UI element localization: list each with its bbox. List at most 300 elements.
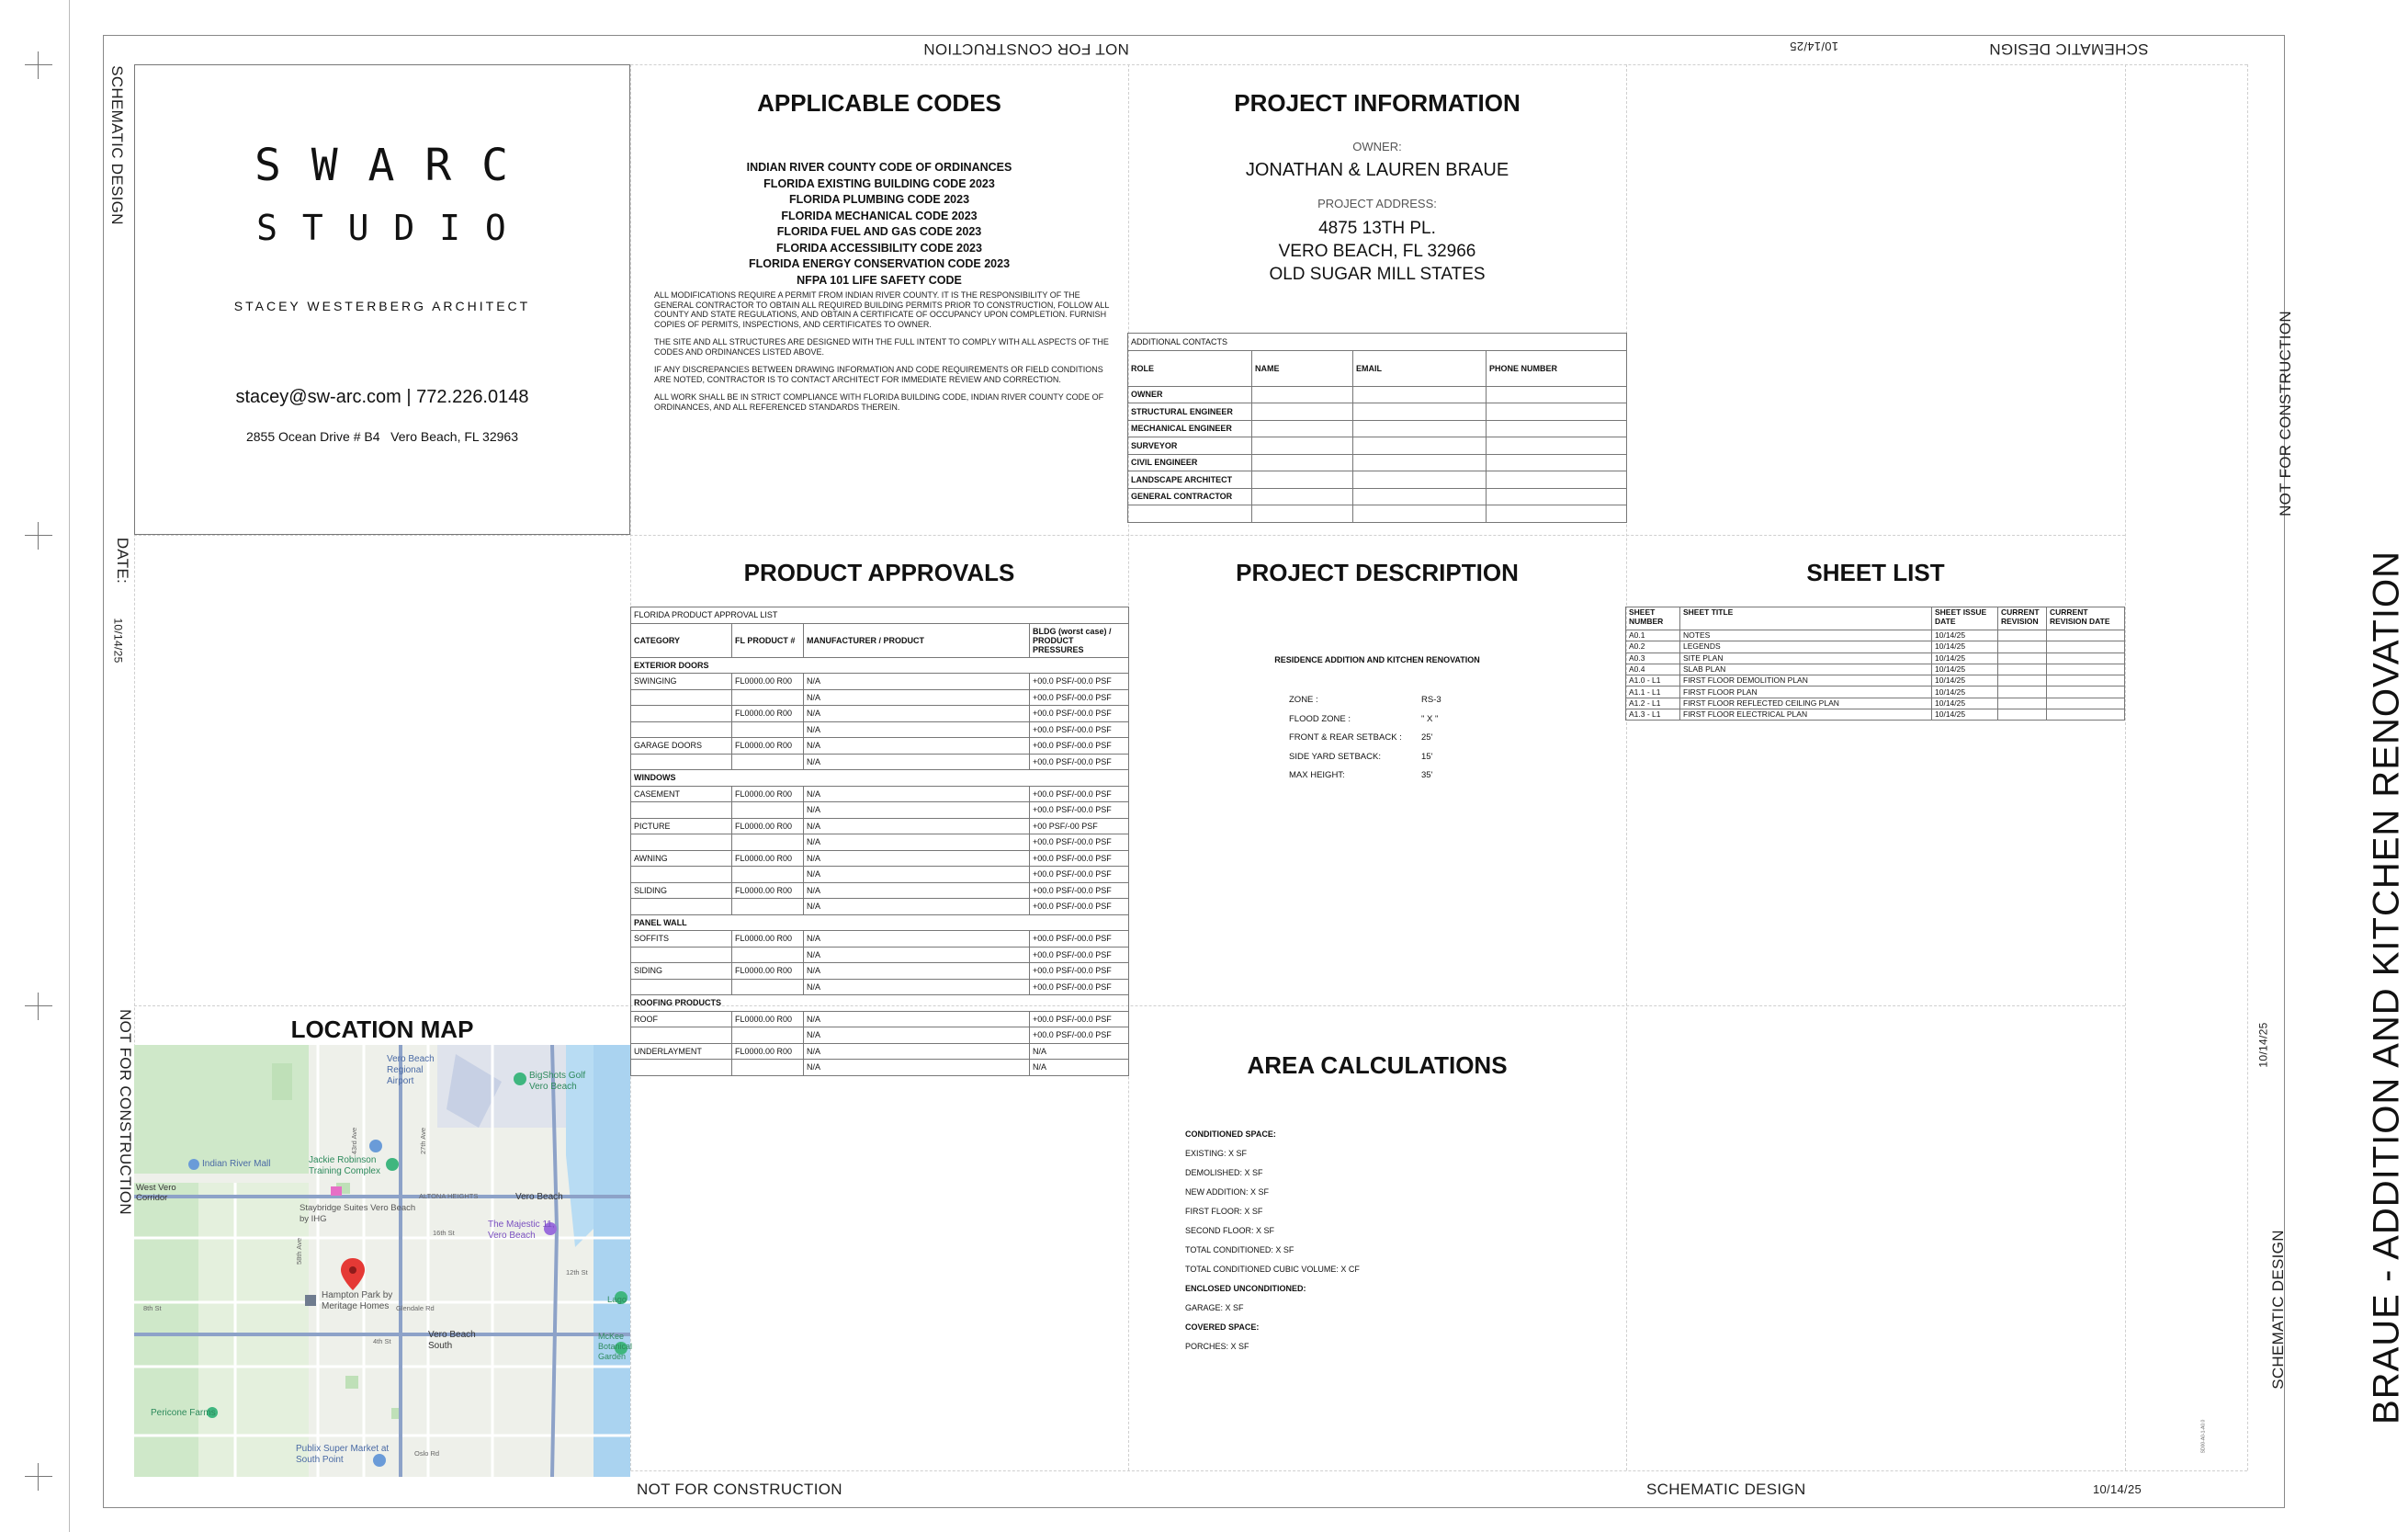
road-label: 27th Ave [419,1127,428,1155]
product-cell [732,899,804,915]
grid-line [134,1005,2125,1006]
sheet-cell [1998,630,2047,641]
product-cell [732,834,804,851]
address-line: VERO BEACH, FL 32966 [1278,242,1476,261]
product-caption-row [631,607,1129,624]
product-row [631,1027,1129,1044]
left-date: 10/14/25 [111,618,125,664]
map-label: Pericone Farms [151,1408,216,1418]
description-key: FRONT & REAR SETBACK : [1289,732,1402,743]
product-row [631,963,1129,980]
sheet-header-cell: CURRENT REVISION [1998,607,2047,630]
sheet-cell: 10/14/25 [1932,687,1998,698]
contact-role: CIVIL ENGINEER [1128,454,1252,471]
product-header-cell: CATEGORY [631,623,732,657]
applicable-codes-title: APPLICABLE CODES [757,89,1001,117]
sheet-cell: A0.3 [1626,653,1680,664]
product-cell [631,1027,732,1044]
product-cell: +00.0 PSF/-00.0 PSF [1030,706,1129,722]
map-label: BigShots Golf Vero Beach [529,1071,586,1092]
product-row [631,689,1129,706]
map-label: Vero Beach South [428,1330,476,1351]
product-row [631,867,1129,883]
product-header-cell: FL PRODUCT # [732,623,804,657]
contact-cell[interactable] [1353,420,1487,437]
location-map-title: LOCATION MAP [290,1016,474,1043]
product-cell: N/A [804,931,1030,948]
bottom-not-for-construction: NOT FOR CONSTRUCTION [637,1481,842,1498]
product-cell: N/A [1030,1043,1129,1060]
address-line: OLD SUGAR MILL STATES [1269,265,1486,284]
sheet-row[interactable] [1626,698,2125,709]
bottom-date: 10/14/25 [2093,1482,2142,1496]
product-cell: +00.0 PSF/-00.0 PSF [1030,1027,1129,1044]
product-cell: FL0000.00 R00 [732,963,804,980]
map-label: Lago [607,1295,627,1305]
contacts-row [1128,471,1627,489]
sheet-cell: A1.3 - L1 [1626,709,1680,721]
contact-cell[interactable] [1252,505,1353,523]
map-label: Indian River Mall [202,1159,271,1169]
code-item: FLORIDA EXISTING BUILDING CODE 2023 [763,176,995,190]
sheet-row[interactable] [1626,664,2125,675]
product-cell: +00.0 PSF/-00.0 PSF [1030,754,1129,770]
top-not-for-construction: NOT FOR CONSTRUCTION [923,40,1129,58]
product-row [631,674,1129,690]
sheet-cell: 10/14/25 [1932,709,1998,721]
left-not-for-construction: NOT FOR CONSTRUCTION [116,1009,134,1215]
sheet-row[interactable] [1626,709,2125,721]
sheet-cell [1998,709,2047,721]
product-cell: N/A [804,963,1030,980]
product-cell: FL0000.00 R00 [732,786,804,802]
product-cell: FL0000.00 R00 [732,1043,804,1060]
product-row [631,1011,1129,1027]
sheet-list-title: SHEET LIST [1806,559,1945,586]
product-cell: N/A [1030,1060,1129,1076]
product-header-cell: BLDG (worst case) / PRODUCT PRESSURES [1030,623,1129,657]
description-key: ZONE : [1289,695,1318,705]
product-cell [631,1060,732,1076]
product-header-cell: MANUFACTURER / PRODUCT [804,623,1030,657]
product-cell [732,1027,804,1044]
product-row [631,1043,1129,1060]
code-note: THE SITE AND ALL STRUCTURES ARE DESIGNED WITH THE FULL INTENT TO COMPLY WITH ALL ASPECTS OF THE CODES AND ORDINANCES LISTED ABOVE. [654,337,1109,357]
map-label: The Majestic 11, Vero Beach [488,1220,555,1241]
registration-mark [25,993,52,1020]
product-cell: +00.0 PSF/-00.0 PSF [1030,802,1129,819]
sheet-cell: FIRST FLOOR PLAN [1680,687,1932,698]
product-cell: N/A [804,1060,1030,1076]
product-cell [631,947,732,963]
sheet-cell: 10/14/25 [1932,653,1998,664]
top-date: 10/14/25 [1790,40,1839,53]
contact-cell[interactable] [1487,505,1627,523]
sheet-cell: A0.1 [1626,630,1680,641]
contact-cell[interactable] [1487,454,1627,471]
area-line: COVERED SPACE: [1185,1322,1260,1332]
left-schematic-design: SCHEMATIC DESIGN [107,65,126,225]
area-line: EXISTING: X SF [1185,1149,1248,1158]
code-item: FLORIDA MECHANICAL CODE 2023 [781,209,978,222]
road-label: Glendale Rd [396,1304,435,1312]
map-label: Publix Super Market at South Point [296,1444,390,1465]
product-caption: FLORIDA PRODUCT APPROVAL LIST [631,607,1129,624]
product-cell: SOFFITS [631,931,732,948]
grid-line [134,535,2125,536]
registration-mark [25,51,52,79]
registration-mark [25,522,52,550]
road-label: 12th St [566,1268,588,1277]
product-cell [732,947,804,963]
product-cell [631,867,732,883]
product-cell [732,689,804,706]
product-cell: UNDERLAYMENT [631,1043,732,1060]
owner-name: JONATHAN & LAUREN BRAUE [1245,160,1509,180]
sheet-cell: A1.2 - L1 [1626,698,1680,709]
product-group-row [631,995,1129,1012]
firm-subtitle: STACEY WESTERBERG ARCHITECT [233,299,531,313]
description-key: SIDE YARD SETBACK: [1289,751,1381,762]
owner-label: OWNER: [1352,140,1402,153]
contacts-row [1128,454,1627,471]
grid-line [1626,64,1627,1470]
contacts-row [1128,386,1627,403]
project-address-label: PROJECT ADDRESS: [1317,197,1437,210]
product-cell [732,979,804,995]
product-approvals-table [630,607,1129,1076]
product-cell [732,721,804,738]
contacts-header-cell: PHONE NUMBER [1487,350,1627,386]
product-row [631,850,1129,867]
code-item: FLORIDA ENERGY CONSERVATION CODE 2023 [748,257,1011,270]
product-cell: +00.0 PSF/-00.0 PSF [1030,674,1129,690]
product-cell: N/A [804,818,1030,834]
product-cell: SLIDING [631,882,732,899]
product-cell [631,802,732,819]
product-group-label: WINDOWS [631,770,1129,787]
map-label: Vero Beach [515,1192,563,1202]
location-map[interactable] [134,1045,633,1477]
product-cell: N/A [804,882,1030,899]
area-calculations-title: AREA CALCULATIONS [1247,1051,1508,1079]
product-cell: N/A [804,1027,1030,1044]
product-cell: FL0000.00 R00 [732,882,804,899]
contact-cell[interactable] [1252,454,1353,471]
grid-line [2125,64,2126,1470]
code-note: ALL WORK SHALL BE IN STRICT COMPLIANCE WITH FLORIDA BUILDING CODE, INDIAN RIVER COUNTY CODE OF ORDINANCES, AND ALL REFERENCED STANDARDS THEREIN. [654,392,1104,412]
project-information-title: PROJECT INFORMATION [1234,89,1521,117]
product-cell: +00.0 PSF/-00.0 PSF [1030,786,1129,802]
sheet-header-cell: SHEET NUMBER [1626,607,1680,630]
product-row [631,721,1129,738]
sheet-cell [1998,653,2047,664]
contact-cell[interactable] [1353,505,1487,523]
product-cell: +00.0 PSF/-00.0 PSF [1030,1011,1129,1027]
product-row [631,818,1129,834]
sheet-row[interactable] [1626,641,2125,653]
sheet-cell [1998,698,2047,709]
contacts-header-cell: NAME [1252,350,1353,386]
description-value: RS-3 [1421,695,1441,705]
product-cell: N/A [804,1043,1030,1060]
product-row [631,899,1129,915]
binding-line [69,0,70,1532]
product-row [631,947,1129,963]
area-line: TOTAL CONDITIONED: X SF [1185,1245,1294,1254]
file-note: SD00-A0-1-A0.0 [2200,1419,2207,1454]
registration-mark [25,1463,52,1491]
map-label: Staybridge Suites Vero Beach by IHG [300,1203,416,1224]
right-schematic-design: SCHEMATIC DESIGN [2268,1230,2287,1390]
area-line: PORCHES: X SF [1185,1342,1249,1351]
sheet-cell [2047,641,2125,653]
area-line: FIRST FLOOR: X SF [1185,1207,1263,1216]
contact-cell[interactable] [1353,471,1487,489]
product-cell [732,867,804,883]
product-row [631,834,1129,851]
map-label: McKee Botanical Garden [598,1332,633,1361]
road-label: 4th St [373,1337,391,1345]
applicable-codes-notes [654,290,1114,420]
project-description-summary: RESIDENCE ADDITION AND KITCHEN RENOVATION [1274,655,1480,664]
top-schematic-design: SCHEMATIC DESIGN [1989,40,2149,58]
area-line: GARAGE: X SF [1185,1303,1244,1312]
product-cell: +00.0 PSF/-00.0 PSF [1030,947,1129,963]
contact-role: OWNER [1128,386,1252,403]
product-cell: N/A [804,738,1030,755]
contact-cell[interactable] [1487,403,1627,421]
description-value: 35' [1421,770,1433,780]
contact-cell[interactable] [1487,420,1627,437]
grid-line [2247,64,2248,1470]
product-cell [732,754,804,770]
contact-cell[interactable] [1487,386,1627,403]
description-value: " X " [1421,713,1439,724]
sheet-header-cell: CURRENT REVISION DATE [2047,607,2125,630]
code-note: ALL MODIFICATIONS REQUIRE A PERMIT FROM INDIAN RIVER COUNTY. IT IS THE RESPONSIBILITY OF THE GENERAL CONTRACTOR TO OBTAIN ALL REQUIRED BUILDING PERMITS PRIOR TO CONSTRUCTION, FOLLOW ALL COUNTY AND STATE REGULATIONS, AND OBTAIN A CERTIFICATE OF OCCUPANCY UPON COMPLETION. FURNISH COPIES OF PERMITS, INSPECTIONS, AND CERTIFICATES TO OWNER. [654,290,1110,329]
contact-cell[interactable] [1353,488,1487,505]
product-cell: GARAGE DOORS [631,738,732,755]
sheet-header-cell: SHEET TITLE [1680,607,1932,630]
product-cell: SIDING [631,963,732,980]
sheet-cell: 10/14/25 [1932,630,1998,641]
contacts-row [1128,437,1627,455]
sheet-cell: A0.4 [1626,664,1680,675]
product-cell [631,754,732,770]
product-row [631,931,1129,948]
product-group-row [631,914,1129,931]
product-row [631,979,1129,995]
product-cell: N/A [804,899,1030,915]
product-cell: FL0000.00 R00 [732,706,804,722]
sheet-cell: NOTES [1680,630,1932,641]
sheet-list-table [1625,607,2125,721]
contact-cell[interactable] [1487,488,1627,505]
contacts-header-cell: EMAIL [1353,350,1487,386]
sheet-cell [2047,698,2125,709]
product-cell: AWNING [631,850,732,867]
sheet-cell: FIRST FLOOR DEMOLITION PLAN [1680,675,1932,687]
contact-cell[interactable] [1252,386,1353,403]
road-label: ALTONA HEIGHTS [419,1192,479,1200]
product-cell: FL0000.00 R00 [732,1011,804,1027]
product-cell [631,834,732,851]
contact-role: LANDSCAPE ARCHITECT [1128,471,1252,489]
product-cell: +00.0 PSF/-00.0 PSF [1030,899,1129,915]
sheet-cell: FIRST FLOOR ELECTRICAL PLAN [1680,709,1932,721]
code-item: FLORIDA FUEL AND GAS CODE 2023 [776,225,982,238]
product-cell [631,689,732,706]
sheet-cell: 10/14/25 [1932,641,1998,653]
sheet-cell: 10/14/25 [1932,675,1998,687]
contacts-row [1128,420,1627,437]
product-group-label: ROOFING PRODUCTS [631,995,1129,1012]
contacts-header-cell: ROLE [1128,350,1252,386]
contact-cell[interactable] [1252,420,1353,437]
firm-contact: stacey@sw-arc.com | 772.226.0148 [235,387,529,407]
description-value: 25' [1421,732,1433,743]
product-cell [631,721,732,738]
description-key: FLOOD ZONE : [1289,713,1351,724]
product-cell: N/A [804,721,1030,738]
map-label: West Vero Corridor [136,1183,176,1203]
contact-role: SURVEYOR [1128,437,1252,455]
contact-role: STRUCTURAL ENGINEER [1128,403,1252,421]
contact-cell[interactable] [1252,437,1353,455]
code-item: NFPA 101 LIFE SAFETY CODE [797,273,962,287]
contacts-header-row [1128,350,1627,386]
firm-logo-line1: S W A R C [254,140,511,191]
product-cell: +00.0 PSF/-00.0 PSF [1030,867,1129,883]
sheet-row[interactable] [1626,675,2125,687]
sheet-cell [2047,687,2125,698]
product-approvals-title: PRODUCT APPROVALS [743,559,1015,586]
product-cell: FL0000.00 R00 [732,674,804,690]
product-row [631,802,1129,819]
sheet-row[interactable] [1626,653,2125,664]
contact-cell[interactable] [1252,488,1353,505]
contact-cell[interactable] [1353,454,1487,471]
product-cell: +00.0 PSF/-00.0 PSF [1030,738,1129,755]
product-row [631,738,1129,755]
product-row [631,706,1129,722]
product-cell [631,706,732,722]
map-label: Vero Beach Regional Airport [387,1054,435,1086]
area-line: CONDITIONED SPACE: [1185,1129,1276,1139]
product-cell: FL0000.00 R00 [732,818,804,834]
map-label: Jackie Robinson Training Complex [309,1155,380,1176]
sheet-cell [2047,675,2125,687]
contacts-row [1128,488,1627,505]
product-cell: +00.0 PSF/-00.0 PSF [1030,834,1129,851]
area-line: TOTAL CONDITIONED CUBIC VOLUME: X CF [1185,1265,1360,1274]
contact-role: MECHANICAL ENGINEER [1128,420,1252,437]
sheet-cell [1998,664,2047,675]
product-cell [732,802,804,819]
road-label: 16th St [433,1229,455,1237]
sheet-header-cell: SHEET ISSUE DATE [1932,607,1998,630]
firm-logo-line2: S T U D I O [256,208,508,248]
product-cell: N/A [804,867,1030,883]
area-line: DEMOLISHED: X SF [1185,1168,1263,1177]
bottom-schematic-design: SCHEMATIC DESIGN [1646,1481,1806,1498]
contact-cell[interactable] [1487,471,1627,489]
area-line: SECOND FLOOR: X SF [1185,1226,1275,1235]
sheet-cell: LEGENDS [1680,641,1932,653]
product-cell [732,1060,804,1076]
product-cell: PICTURE [631,818,732,834]
project-description-title: PROJECT DESCRIPTION [1236,559,1519,586]
description-key: MAX HEIGHT: [1289,770,1345,780]
area-line: NEW ADDITION: X SF [1185,1187,1270,1197]
code-item: INDIAN RIVER COUNTY CODE OF ORDINANCES [746,161,1012,174]
sheet-cell: 10/14/25 [1932,698,1998,709]
product-cell: +00.0 PSF/-00.0 PSF [1030,882,1129,899]
product-cell: N/A [804,1011,1030,1027]
contacts-table [1127,333,1627,523]
contact-cell[interactable] [1353,403,1487,421]
product-cell: +00.0 PSF/-00.0 PSF [1030,931,1129,948]
product-cell: ROOF [631,1011,732,1027]
contact-role [1128,505,1252,523]
sheet-cell: A0.2 [1626,641,1680,653]
contact-cell[interactable] [1252,471,1353,489]
product-cell: +00.0 PSF/-00.0 PSF [1030,850,1129,867]
sheet-cell: FIRST FLOOR REFLECTED CEILING PLAN [1680,698,1932,709]
sheet-row[interactable] [1626,687,2125,698]
code-note: IF ANY DISCREPANCIES BETWEEN DRAWING INFORMATION AND CODE REQUIREMENTS OR FIELD CONDITIONS ARE NOTED, CONTRACTOR IS TO CONTACT ARCHITECT FOR IMMEDIATE REVIEW AND CORRECTION. [654,365,1103,384]
code-item: FLORIDA PLUMBING CODE 2023 [788,193,970,206]
area-calculations-list [1185,1125,1608,1356]
product-group-label: EXTERIOR DOORS [631,657,1129,674]
product-cell: FL0000.00 R00 [732,738,804,755]
sheet-cell [1998,675,2047,687]
product-cell: FL0000.00 R00 [732,850,804,867]
contact-cell[interactable] [1252,403,1353,421]
sheet-cell [1998,687,2047,698]
sheet-cell: A1.0 - L1 [1626,675,1680,687]
contacts-caption-row [1128,334,1627,351]
contact-cell[interactable] [1353,437,1487,455]
sheet-row[interactable] [1626,630,2125,641]
road-label: 43rd Ave [350,1127,359,1155]
product-group-row [631,657,1129,674]
product-cell: N/A [804,706,1030,722]
product-row [631,882,1129,899]
contact-cell[interactable] [1487,437,1627,455]
sheet-cell: A1.1 - L1 [1626,687,1680,698]
map-label: Hampton Park by Meritage Homes [322,1290,393,1311]
product-cell [631,899,732,915]
product-cell: SWINGING [631,674,732,690]
contact-role: GENERAL CONTRACTOR [1128,488,1252,505]
applicable-codes-list [630,160,1128,289]
product-cell: FL0000.00 R00 [732,931,804,948]
road-label: 8th St [143,1304,162,1312]
product-row [631,754,1129,770]
product-group-row [631,770,1129,787]
right-not-for-construction: NOT FOR CONSTRUCTION [2276,311,2294,516]
contact-cell[interactable] [1353,386,1487,403]
product-cell: N/A [804,802,1030,819]
contacts-row [1128,505,1627,523]
product-cell: N/A [804,834,1030,851]
project-title: BRAUE - ADDITION AND KITCHEN RENOVATION [2366,550,2407,1424]
contacts-row [1128,403,1627,421]
sheet-cell [1998,641,2047,653]
sheet-header-row [1626,607,2125,630]
